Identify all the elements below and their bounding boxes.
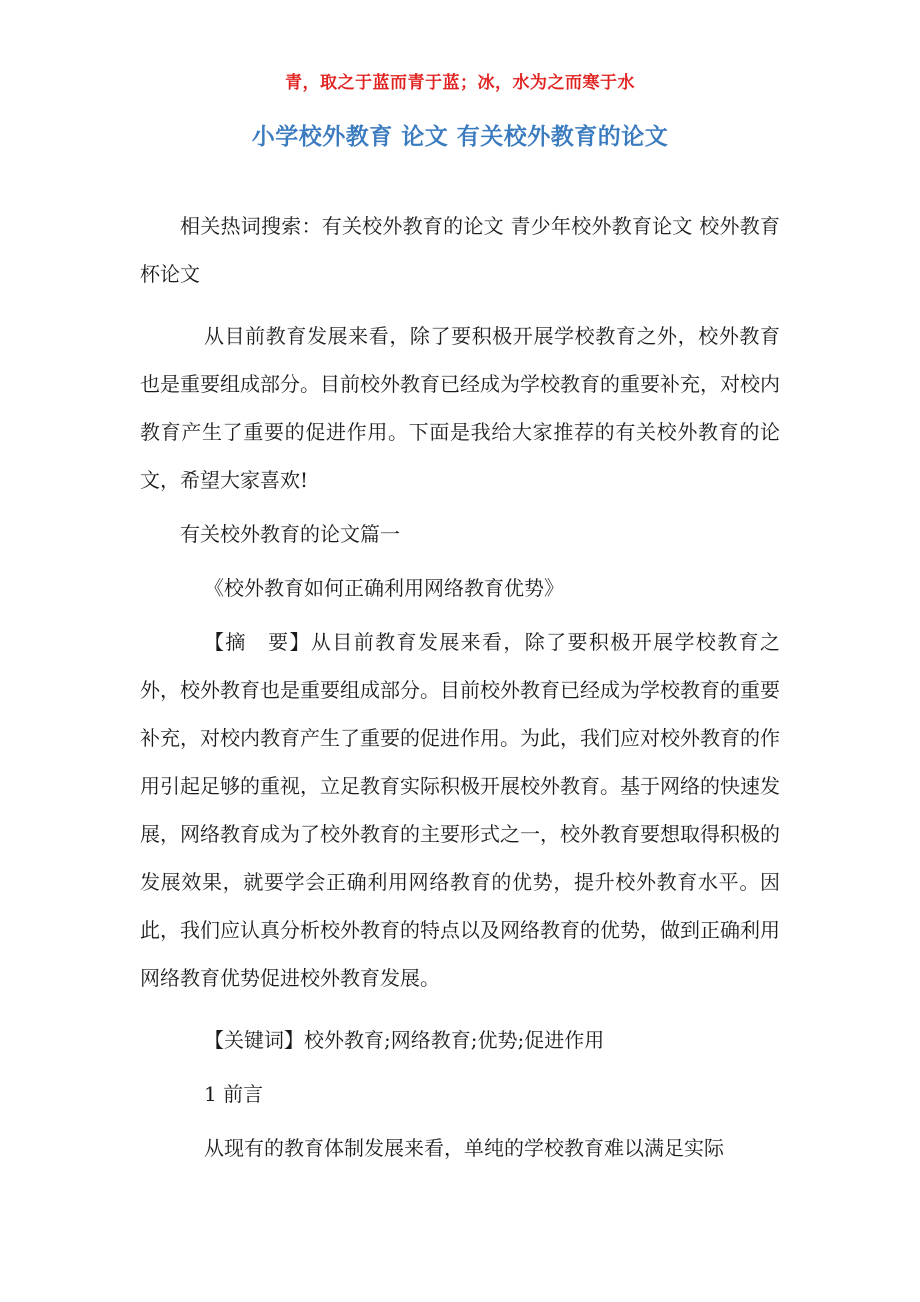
preface-heading: 1 前言 bbox=[204, 1082, 264, 1106]
abstract-paragraph: 【摘 要】从目前教育发展来看，除了要积极开展学校教育之外，校外教育也是重要组成部分。目前校外教育已经成为学校教育的重要补充，对校内教育产生了重要的促进作用。为此，我们应对校外教育的作用引起足够的重视，立足教育实际积极开展校外教育。基于网络的快速发展，网络教育成为了校外教育的主要形式之一，校外教育要想取得积极的发展效果，就要学会正确利用网络教育的优势，提升校外教育水平。因此，我们应认真分析校外教育的特点以及网络教育的优势，做到正确利用网络教育优势促进校外教育发展。 bbox=[140, 630, 780, 990]
section-heading: 有关校外教育的论文篇一 bbox=[180, 522, 400, 546]
paper-title: 《校外教育如何正确利用网络教育优势》 bbox=[204, 576, 564, 600]
motto-header: 青，取之于蓝而青于蓝；冰，水为之而寒于水 bbox=[285, 73, 635, 93]
document-title: 小学校外教育 论文 有关校外教育的论文 bbox=[251, 124, 669, 150]
document-body bbox=[140, 202, 780, 1172]
related-keywords-line: 相关热词搜索：有关校外教育的论文 青少年校外教育论文 校外教育杯论文 bbox=[140, 214, 780, 286]
preface-paragraph: 从现有的教育体制发展来看，单纯的学校教育难以满足实际 bbox=[204, 1136, 724, 1160]
intro-paragraph: 从目前教育发展来看，除了要积极开展学校教育之外，校外教育也是重要组成部分。目前校外教育已经成为学校教育的重要补充，对校内教育产生了重要的促进作用。下面是我给大家推荐的有关校外教育的论文，希望大家喜欢! bbox=[140, 324, 780, 492]
keywords-paragraph: 【关键词】校外教育;网络教育;优势;促进作用 bbox=[204, 1028, 605, 1052]
